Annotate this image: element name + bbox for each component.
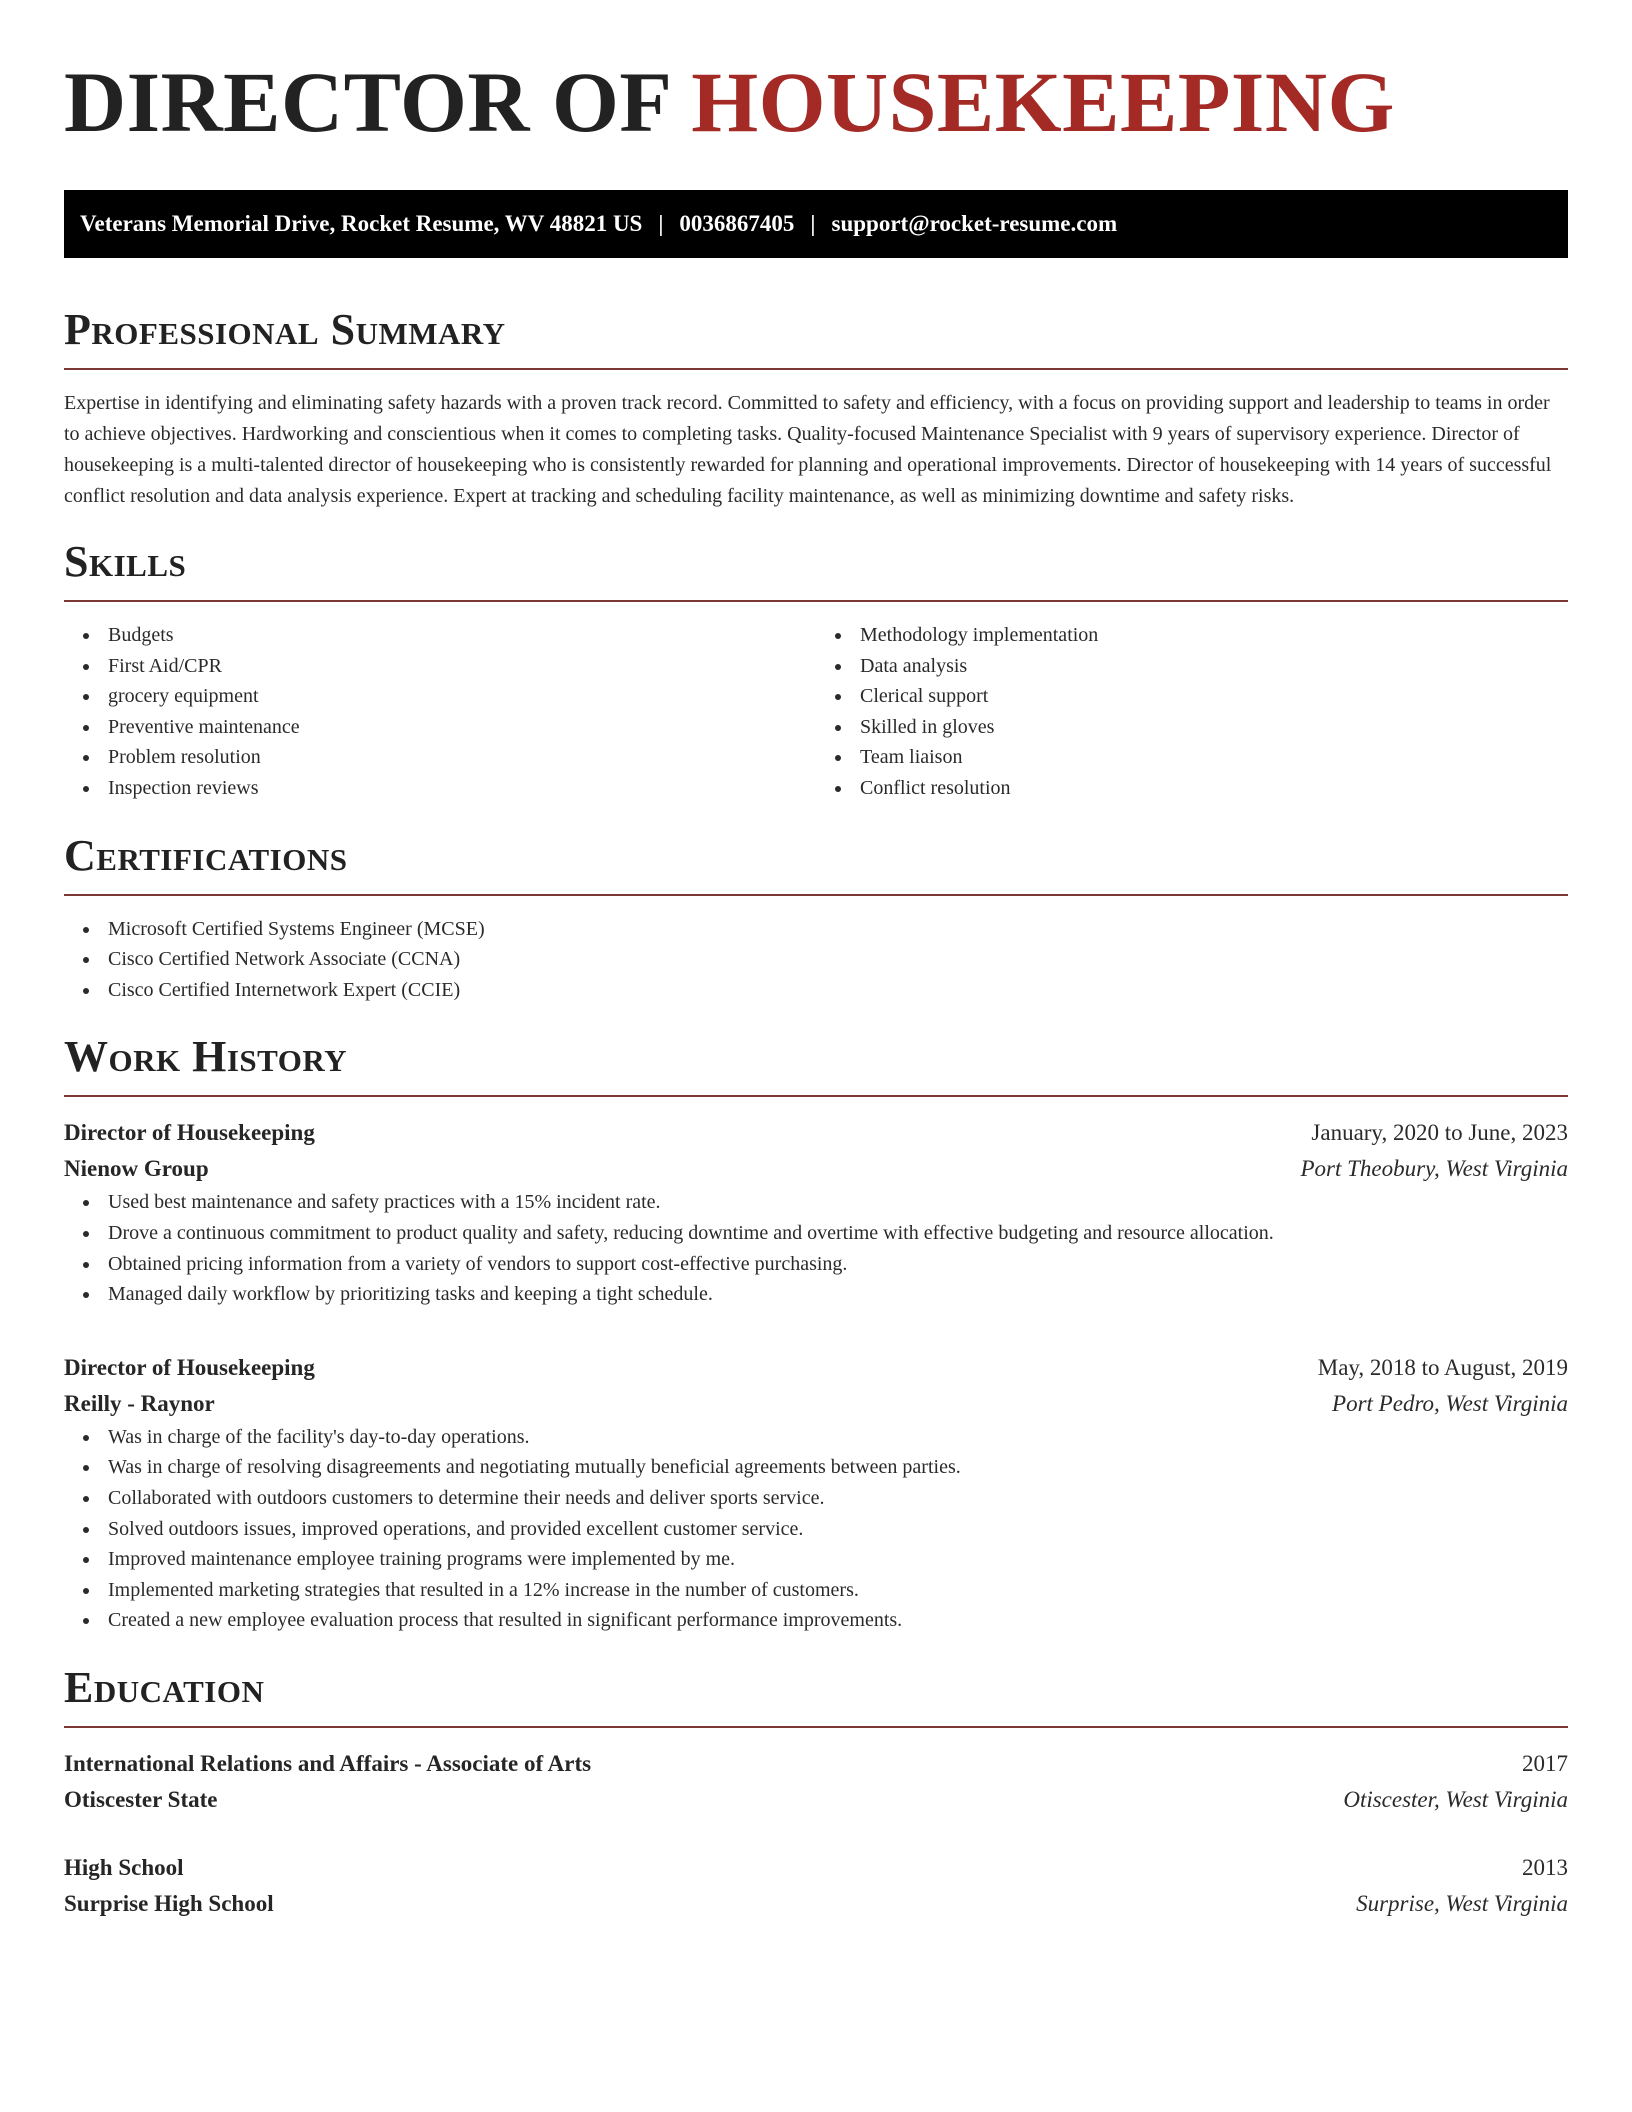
contact-phone: 0036867405 — [679, 211, 795, 236]
job-location: Port Pedro, West Virginia — [1332, 1390, 1568, 1416]
skill-item: First Aid/CPR — [64, 651, 816, 682]
job-company-row — [64, 1386, 1568, 1422]
work-history-section — [64, 1031, 1568, 1636]
certification-item: Cisco Certified Internetwork Expert (CCIE) — [64, 975, 1568, 1006]
job-bullet: Solved outdoors issues, improved operations, and provided excellent customer service. — [64, 1514, 1568, 1545]
section-divider — [64, 894, 1568, 896]
education-degree-row — [64, 1850, 1568, 1886]
education-school: Surprise High School — [64, 1890, 274, 1916]
job-company: Nienow Group — [64, 1156, 209, 1182]
job-company: Reilly - Raynor — [64, 1390, 215, 1416]
skill-item: Skilled in gloves — [816, 712, 1568, 743]
education-school-row — [64, 1886, 1568, 1922]
job-title: Director of Housekeeping — [64, 1120, 315, 1146]
job-bullet: Was in charge of resolving disagreements and negotiating mutually beneficial agreements between parties. — [64, 1452, 1568, 1483]
education-location: Otiscester, West Virginia — [1343, 1786, 1568, 1812]
education-school: Otiscester State — [64, 1786, 218, 1812]
job-header-row — [64, 1350, 1568, 1386]
education-degree: High School — [64, 1854, 184, 1880]
education-section — [64, 1662, 1568, 1922]
education-degree-row — [64, 1746, 1568, 1782]
skill-item: Clerical support — [816, 681, 1568, 712]
job-bullet: Used best maintenance and safety practices with a 15% incident rate. — [64, 1187, 1568, 1218]
section-divider — [64, 600, 1568, 602]
contact-separator: | — [810, 211, 816, 236]
education-degree: International Relations and Affairs - Associate of Arts — [64, 1750, 592, 1776]
job-title: Director of Housekeeping — [64, 1354, 315, 1380]
summary-heading: Professional Summary — [64, 305, 506, 354]
resume-title — [64, 52, 1568, 152]
summary-section — [64, 304, 1568, 512]
job-bullet-list — [64, 1187, 1568, 1309]
job-bullet: Drove a continuous commitment to product quality and safety, reducing downtime and overtime with effective budgeting and resource allocation. — [64, 1218, 1568, 1249]
summary-text: Expertise in identifying and eliminating safety hazards with a proven track record. Committed to safety and efficiency, with a focus on providing support and leadership to teams in order to achieve objectives. Hardworking and conscientious when it comes to completing tasks. Quality-focused Maintenance Specialist with 9 years of supervisory experience. Director of housekeeping is a multi-talented director of housekeeping who is consistently rewarded for planning and operational improvements. Director of housekeeping with 14 years of successful conflict resolution and data analysis experience. Expert at tracking and scheduling facility maintenance, as well as minimizing downtime and safety risks. — [64, 392, 1552, 507]
certification-item: Microsoft Certified Systems Engineer (MCSE) — [64, 914, 1568, 945]
work-history-heading: Work History — [64, 1032, 348, 1082]
certifications-list — [64, 914, 1568, 1006]
job-dates: May, 2018 to August, 2019 — [1317, 1354, 1568, 1380]
skills-list-right — [816, 620, 1568, 804]
education-entry — [64, 1746, 1568, 1818]
job-entry — [64, 1115, 1568, 1309]
skill-item: Budgets — [64, 620, 816, 651]
job-bullet: Implemented marketing strategies that resulted in a 12% increase in the number of customers. — [64, 1575, 1568, 1606]
skill-item: Team liaison — [816, 742, 1568, 773]
contact-separator: | — [658, 211, 664, 236]
job-dates: January, 2020 to June, 2023 — [1311, 1120, 1568, 1146]
certifications-section — [64, 830, 1568, 1006]
section-divider — [64, 368, 1568, 370]
education-year: 2017 — [1522, 1750, 1568, 1776]
certification-item: Cisco Certified Network Associate (CCNA) — [64, 944, 1568, 975]
skill-item: Conflict resolution — [816, 773, 1568, 804]
skill-item: Preventive maintenance — [64, 712, 816, 743]
job-bullet: Was in charge of the facility's day-to-day operations. — [64, 1422, 1568, 1453]
skills-section — [64, 536, 1568, 804]
skills-list-left — [64, 620, 816, 804]
job-location: Port Theobury, West Virginia — [1300, 1156, 1568, 1182]
contact-bar — [64, 190, 1568, 258]
skills-grid — [64, 620, 1568, 804]
job-bullet: Collaborated with outdoors customers to determine their needs and deliver sports service. — [64, 1483, 1568, 1514]
job-bullet: Created a new employee evaluation process that resulted in significant performance improvements. — [64, 1605, 1568, 1636]
contact-address: Veterans Memorial Drive, Rocket Resume, WV 48821 US — [80, 211, 643, 236]
certifications-heading: Certifications — [64, 830, 348, 880]
job-bullet: Improved maintenance employee training programs were implemented by me. — [64, 1544, 1568, 1575]
skills-heading: Skills — [64, 537, 187, 586]
section-divider — [64, 1726, 1568, 1728]
job-entry — [64, 1350, 1568, 1636]
skill-item: Inspection reviews — [64, 773, 816, 804]
education-entry — [64, 1850, 1568, 1922]
section-divider — [64, 1095, 1568, 1097]
job-bullet: Managed daily workflow by prioritizing tasks and keeping a tight schedule. — [64, 1279, 1568, 1310]
title-part-1: DIRECTOR OF — [64, 54, 670, 150]
job-company-row — [64, 1151, 1568, 1187]
job-bullet: Obtained pricing information from a variety of vendors to support cost-effective purchasing. — [64, 1249, 1568, 1280]
title-part-2: HOUSEKEEPING — [691, 54, 1395, 150]
education-location: Surprise, West Virginia — [1356, 1890, 1568, 1916]
job-header-row — [64, 1115, 1568, 1151]
education-heading: Education — [64, 1662, 265, 1712]
skill-item: grocery equipment — [64, 681, 816, 712]
skill-item: Problem resolution — [64, 742, 816, 773]
job-bullet-list — [64, 1422, 1568, 1636]
education-school-row — [64, 1782, 1568, 1818]
education-year: 2013 — [1522, 1854, 1568, 1880]
contact-email[interactable]: support@rocket-resume.com — [831, 211, 1118, 236]
skill-item: Methodology implementation — [816, 620, 1568, 651]
skill-item: Data analysis — [816, 651, 1568, 682]
